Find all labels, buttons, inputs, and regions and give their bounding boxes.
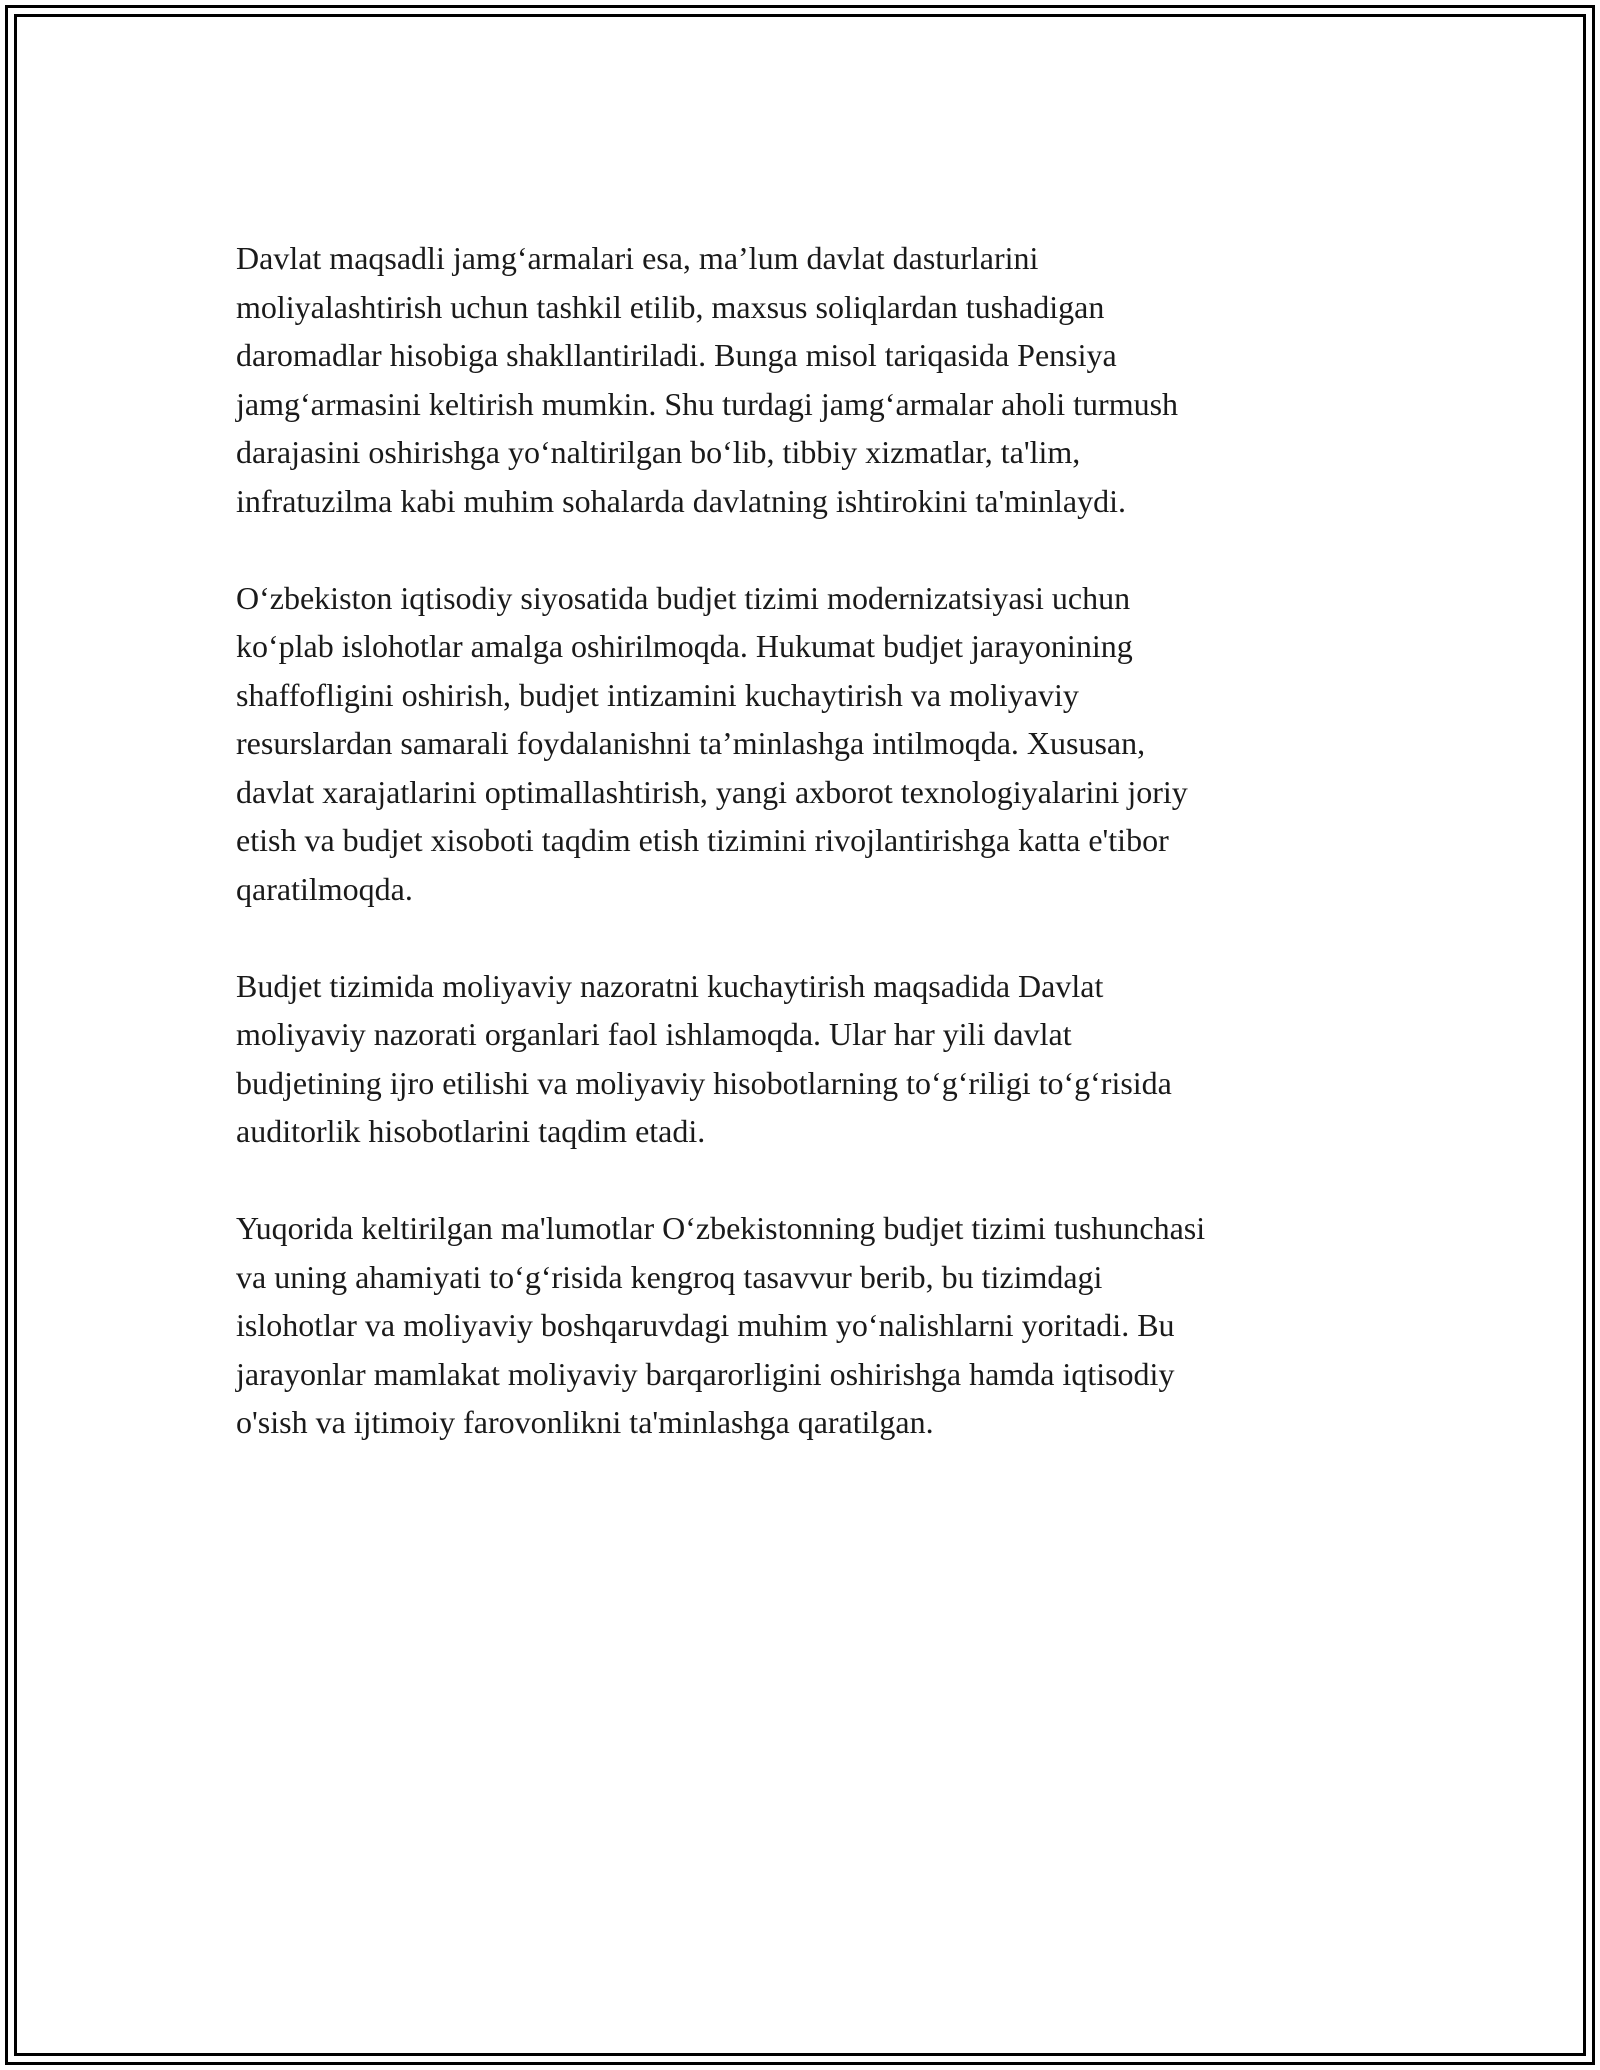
paragraph-state-funds: Davlat maqsadli jamg‘armalari esa, ma’lum davlat dasturlarini moliyalashtirish uchun tashkil etilib, maxsus soliqlardan tushadigan daromadlar hisobiga shakllantiriladi. Bunga misol tariqasida Pensiya jamg‘armasini keltirish mumkin. Shu turdagi jamg‘armalar aholi turmush darajasini oshirishga yo‘naltirilgan bo‘lib, tibbiy xizmatlar, ta'lim, infratuzilma kabi muhim sohalarda davlatning ishtirokini ta'minlaydi. [236,240,1179,519]
document-body [236,234,1376,1447]
paragraph-conclusion: Yuqorida keltirilgan ma'lumotlar O‘zbekistonning budjet tizimi tushunchasi va uning ahamiyati to‘g‘risida kengroq tasavvur berib, bu tizimdagi islohotlar va moliyaviy boshqaruvdagi muhim yo‘nalishlarni yoritadi. Bu jarayonlar mamlakat moliyaviy barqarorligini oshirishga hamda iqtisodiy o'sish va ijtimoiy farovonlikni ta'minlashga qaratilgan. [236,1210,1206,1440]
paragraph-financial-control: Budjet tizimida moliyaviy nazoratni kuchaytirish maqsadida Davlat moliyaviy nazorati organlari faol ishlamoqda. Ular har yili davlat budjetining ijro etilishi va moliyaviy hisobotlarning to‘g‘riligi to‘g‘risida auditorlik hisobotlarini taqdim etadi. [236,967,1172,1149]
paragraph-budget-reforms: O‘zbekiston iqtisodiy siyosatida budjet tizimi modernizatsiyasi uchun ko‘plab islohotlar amalga oshirilmoqda. Hukumat budjet jarayonining shaffofligini oshirish, budjet intizamini kuchaytirish va moliyaviy resurslardan samarali foydalanishni ta’minlashga intilmoqda. Xususan, davlat xarajatlarini optimallashtirish, yangi axborot texnologiyalarini joriy etish va budjet xisoboti taqdim etish tizimini rivojlantirishga katta e'tibor qaratilmoqda. [236,579,1188,907]
